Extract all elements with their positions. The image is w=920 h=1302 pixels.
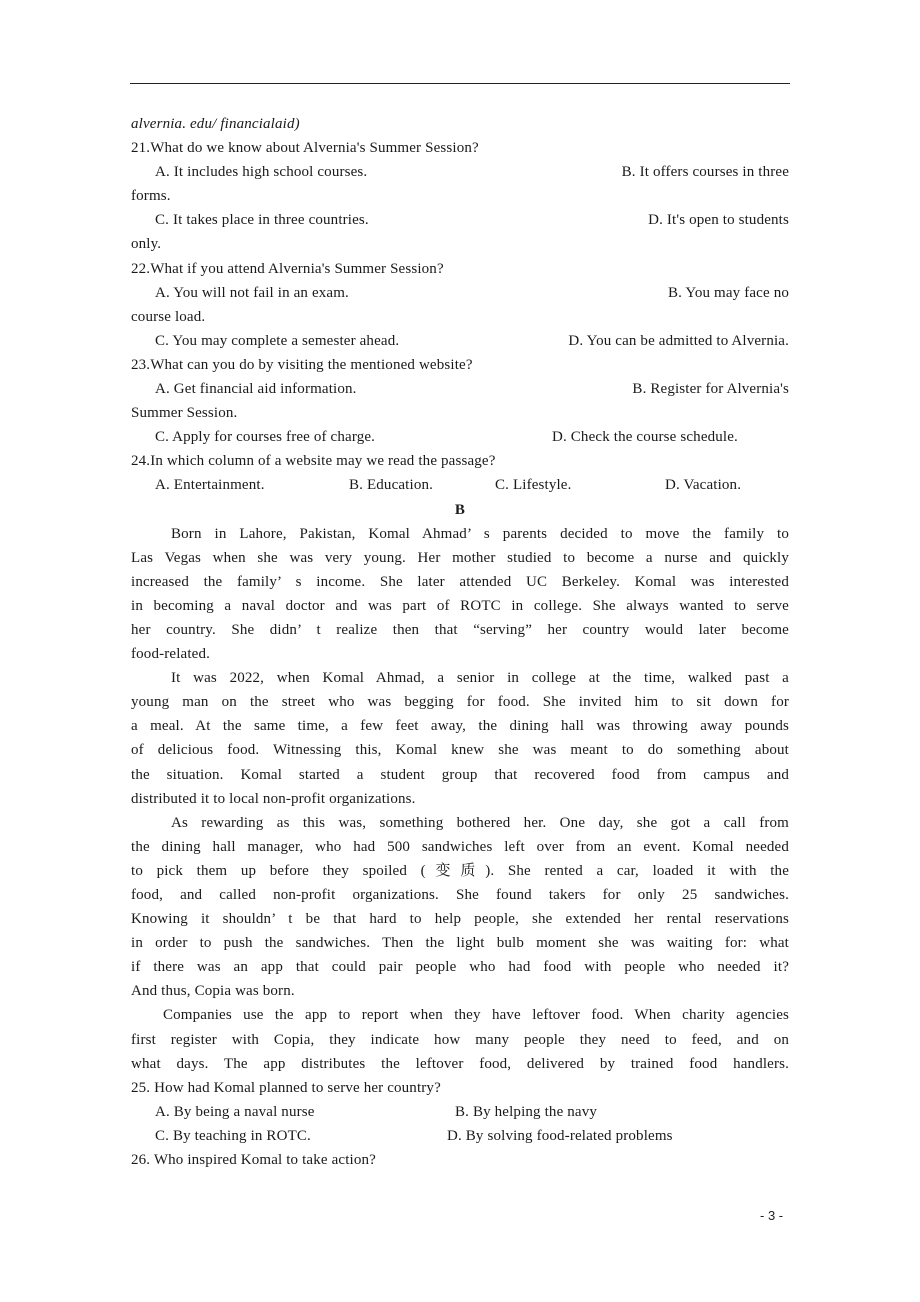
question-stem: 23.What can you do by visiting the mentioned website? [131,356,473,373]
option-d: D. By solving food-related problems [447,1127,673,1144]
option-b: B. You may face no [667,284,789,301]
text-line: Born in Lahore, Pakistan, Komal Ahmad’ s parents decided to move the family to [171,525,789,542]
text-line: if there was an app that could pair people who had food with people who needed it? [131,959,789,976]
url-fragment: alvernia. edu/ financialaid) [131,116,300,132]
text-line: Companies use the app to report when they have leftover food. When charity agencies [163,1007,789,1024]
option-c: C. Lifestyle. [495,477,572,494]
options-row [131,329,789,353]
text-line: the situation. Komal started a student group that recovered food from campus and [131,766,789,783]
option-b: B. Education. [349,477,434,494]
options-row [131,425,789,449]
option-a: A. Get financial aid information. [155,381,357,398]
options-row [131,1124,789,1148]
option-c: C. You may complete a semester ahead. [155,332,400,349]
question-stem: 21.What do we know about Alvernia's Summer Session? [131,140,479,157]
option-d: D. It's open to students [648,212,789,229]
text-line: food-related. [131,646,210,663]
text-line: It was 2022, when Komal Ahmad, a senior in college at the time, walked past a [171,670,789,687]
text-line: And thus, Copia was born. [131,983,295,1000]
options-row [131,208,789,232]
text-line: her country. She didn’ t realize then that “serving” her country would later become [131,621,789,638]
text-line: a meal. At the same time, a few feet away, the dining hall was throwing away pounds [131,718,789,735]
text-line: Knowing it shouldn’ t be that hard to help people, she extended her rental reservations [131,911,789,928]
option-a: A. By being a naval nurse [155,1103,315,1120]
options-row [131,160,789,184]
option-b: B. It offers courses in three [621,164,789,181]
passage-paragraph [131,1003,789,1075]
question-stem: 22.What if you attend Alvernia's Summer Session? [131,260,444,277]
question-stem: 26. Who inspired Komal to take action? [131,1152,376,1169]
option-c: C. It takes place in three countries. [155,212,369,229]
option-d: D. You can be admitted to Alvernia. [568,332,789,349]
option-b-continued: forms. [131,188,171,205]
option-c: C. By teaching in ROTC. [155,1127,311,1144]
text-line: of delicious food. Witnessing this, Komal knew she was meant to do something about [131,742,789,759]
option-d: D. Check the course schedule. [552,429,738,446]
option-d: D. Vacation. [665,477,742,494]
section-heading: B [454,501,466,518]
header-rule [130,83,790,84]
text-line: As rewarding as this was, something bothered her. One day, she got a call from [171,814,789,831]
text-line: to pick them up before they spoiled (变质). She rented a car, loaded it with the [131,862,789,879]
options-row [131,281,789,305]
text-line: in order to push the sandwiches. Then the light bulb moment she was waiting for: what [131,935,789,952]
option-c: C. Apply for courses free of charge. [155,429,376,446]
question-stem: 25. How had Komal planned to serve her country? [131,1079,441,1096]
question-stem: 24.In which column of a website may we read the passage? [131,453,496,470]
question-21 [131,136,789,256]
page-number: - 3 - [760,1208,784,1223]
text-line: distributed it to local non-profit organizations. [131,790,416,807]
text-line: the dining hall manager, who had 500 sandwiches left over from an event. Komal needed [131,838,789,855]
text-line: what days. The app distributes the leftover food, delivered by trained food handlers. [131,1055,789,1072]
question-22 [131,257,789,353]
option-a: A. You will not fail in an exam. [155,284,349,301]
option-b-continued: Summer Session. [131,405,238,422]
question-25 [131,1076,789,1148]
option-b-continued: course load. [131,308,206,325]
text-line: increased the family’ s income. She later attended UC Berkeley. Komal was interested [131,573,789,590]
options-row [131,473,789,497]
options-row [131,1100,789,1124]
text-line: food, and called non-profit organizations. She found takers for only 25 sandwiches. [131,887,789,903]
question-26 [131,1148,789,1172]
question-24 [131,449,789,497]
option-b: B. By helping the navy [455,1103,598,1120]
text-line: young man on the street who was begging for food. She invited him to sit down for [131,694,789,711]
option-b: B. Register for Alvernia's [632,381,789,398]
passage-paragraph [131,811,789,1004]
option-d-continued: only. [131,236,162,253]
option-a: A. It includes high school courses. [155,164,368,181]
question-23 [131,353,789,449]
page-content [131,112,789,1172]
text-line: Las Vegas when she was very young. Her mother studied to become a nurse and quickly [131,549,789,566]
text-line: first register with Copia, they indicate how many people they need to feed, and on [131,1031,789,1048]
passage-paragraph [131,522,789,667]
passage-paragraph [131,666,789,811]
option-a: A. Entertainment. [155,477,265,494]
text-line: in becoming a naval doctor and was part of ROTC in college. She always wanted to serve [131,597,789,614]
options-row [131,377,789,401]
